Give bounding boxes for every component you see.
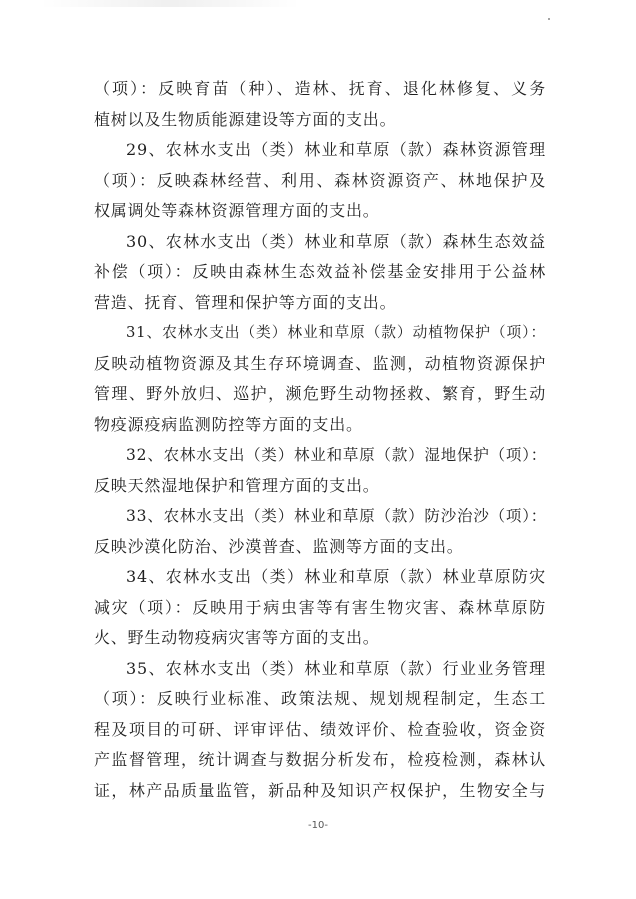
- text-line: 火、野生动物疫病灾害等方面的支出。: [94, 628, 380, 647]
- paragraph-first-line: 29、农林水支出（类）林业和草原（款）森林资源管理: [126, 140, 546, 159]
- paragraph-first-line: 35、农林水支出（类）林业和草原（款）行业业务管理: [126, 658, 546, 678]
- paragraph-first-line: 31、农林水支出（类）林业和草原（款）动植物保护（项）：: [126, 324, 546, 341]
- paragraph-first-line: 30、农林水支出（类）林业和草原（款）森林生态效益: [126, 231, 546, 251]
- text-line: （项）：反映森林经营、利用、森林资源资产、林地保护及: [94, 170, 546, 190]
- paragraph-first-line: 34、农林水支出（类）林业和草原（款）林业草原防灾: [126, 567, 546, 586]
- scan-artifact: [40, 0, 300, 7]
- text-line: （项）：反映育苗（种）、造林、抚育、退化林修复、义务: [94, 79, 546, 98]
- text-line: 产监督管理，统计调查与数据分析发布，检疫检测，森林认: [94, 750, 546, 769]
- text-line: 管理、野外放归、巡护，濒危野生动物拯救、繁育，野生动: [94, 384, 546, 403]
- text-line: 证，林产品质量监管，新品种及知识产权保护，生物安全与: [94, 780, 546, 800]
- text-line: 植树以及生物质能源建设等方面的支出。: [94, 109, 397, 129]
- page-number: -10-: [308, 820, 328, 831]
- text-line: 反映动植物资源及其生存环境调查、监测，动植物资源保护: [94, 353, 546, 373]
- text-line: 反映沙漠化防治、沙漠普查、监测等方面的支出。: [94, 536, 464, 556]
- paragraph-first-line: 33、农林水支出（类）林业和草原（款）防沙治沙（项）：: [126, 507, 548, 525]
- body-text: [94, 74, 546, 806]
- paragraph-first-line: 32、农林水支出（类）林业和草原（款）湿地保护（项）：: [126, 446, 548, 464]
- text-line: 补偿（项）：反映由森林生态效益补偿基金安排用于公益林: [94, 262, 546, 281]
- text-line: 权属调处等森林资源管理方面的支出。: [94, 201, 380, 220]
- scan-dot: [548, 18, 550, 20]
- text-line: 减灾（项）：反映用于病虫害等有害生物灾害、森林草原防: [94, 597, 546, 617]
- text-line: 物疫源疫病监测防控等方面的支出。: [94, 414, 363, 434]
- text-line: （项）：反映行业标准、政策法规、规划规程制定，生态工: [94, 689, 546, 708]
- text-line: 反映天然湿地保护和管理方面的支出。: [94, 475, 380, 495]
- text-line: 营造、抚育、管理和保护等方面的支出。: [94, 292, 397, 312]
- text-line: 程及项目的可研、评审评估、绩效评价、检查验收，资金资: [94, 719, 546, 739]
